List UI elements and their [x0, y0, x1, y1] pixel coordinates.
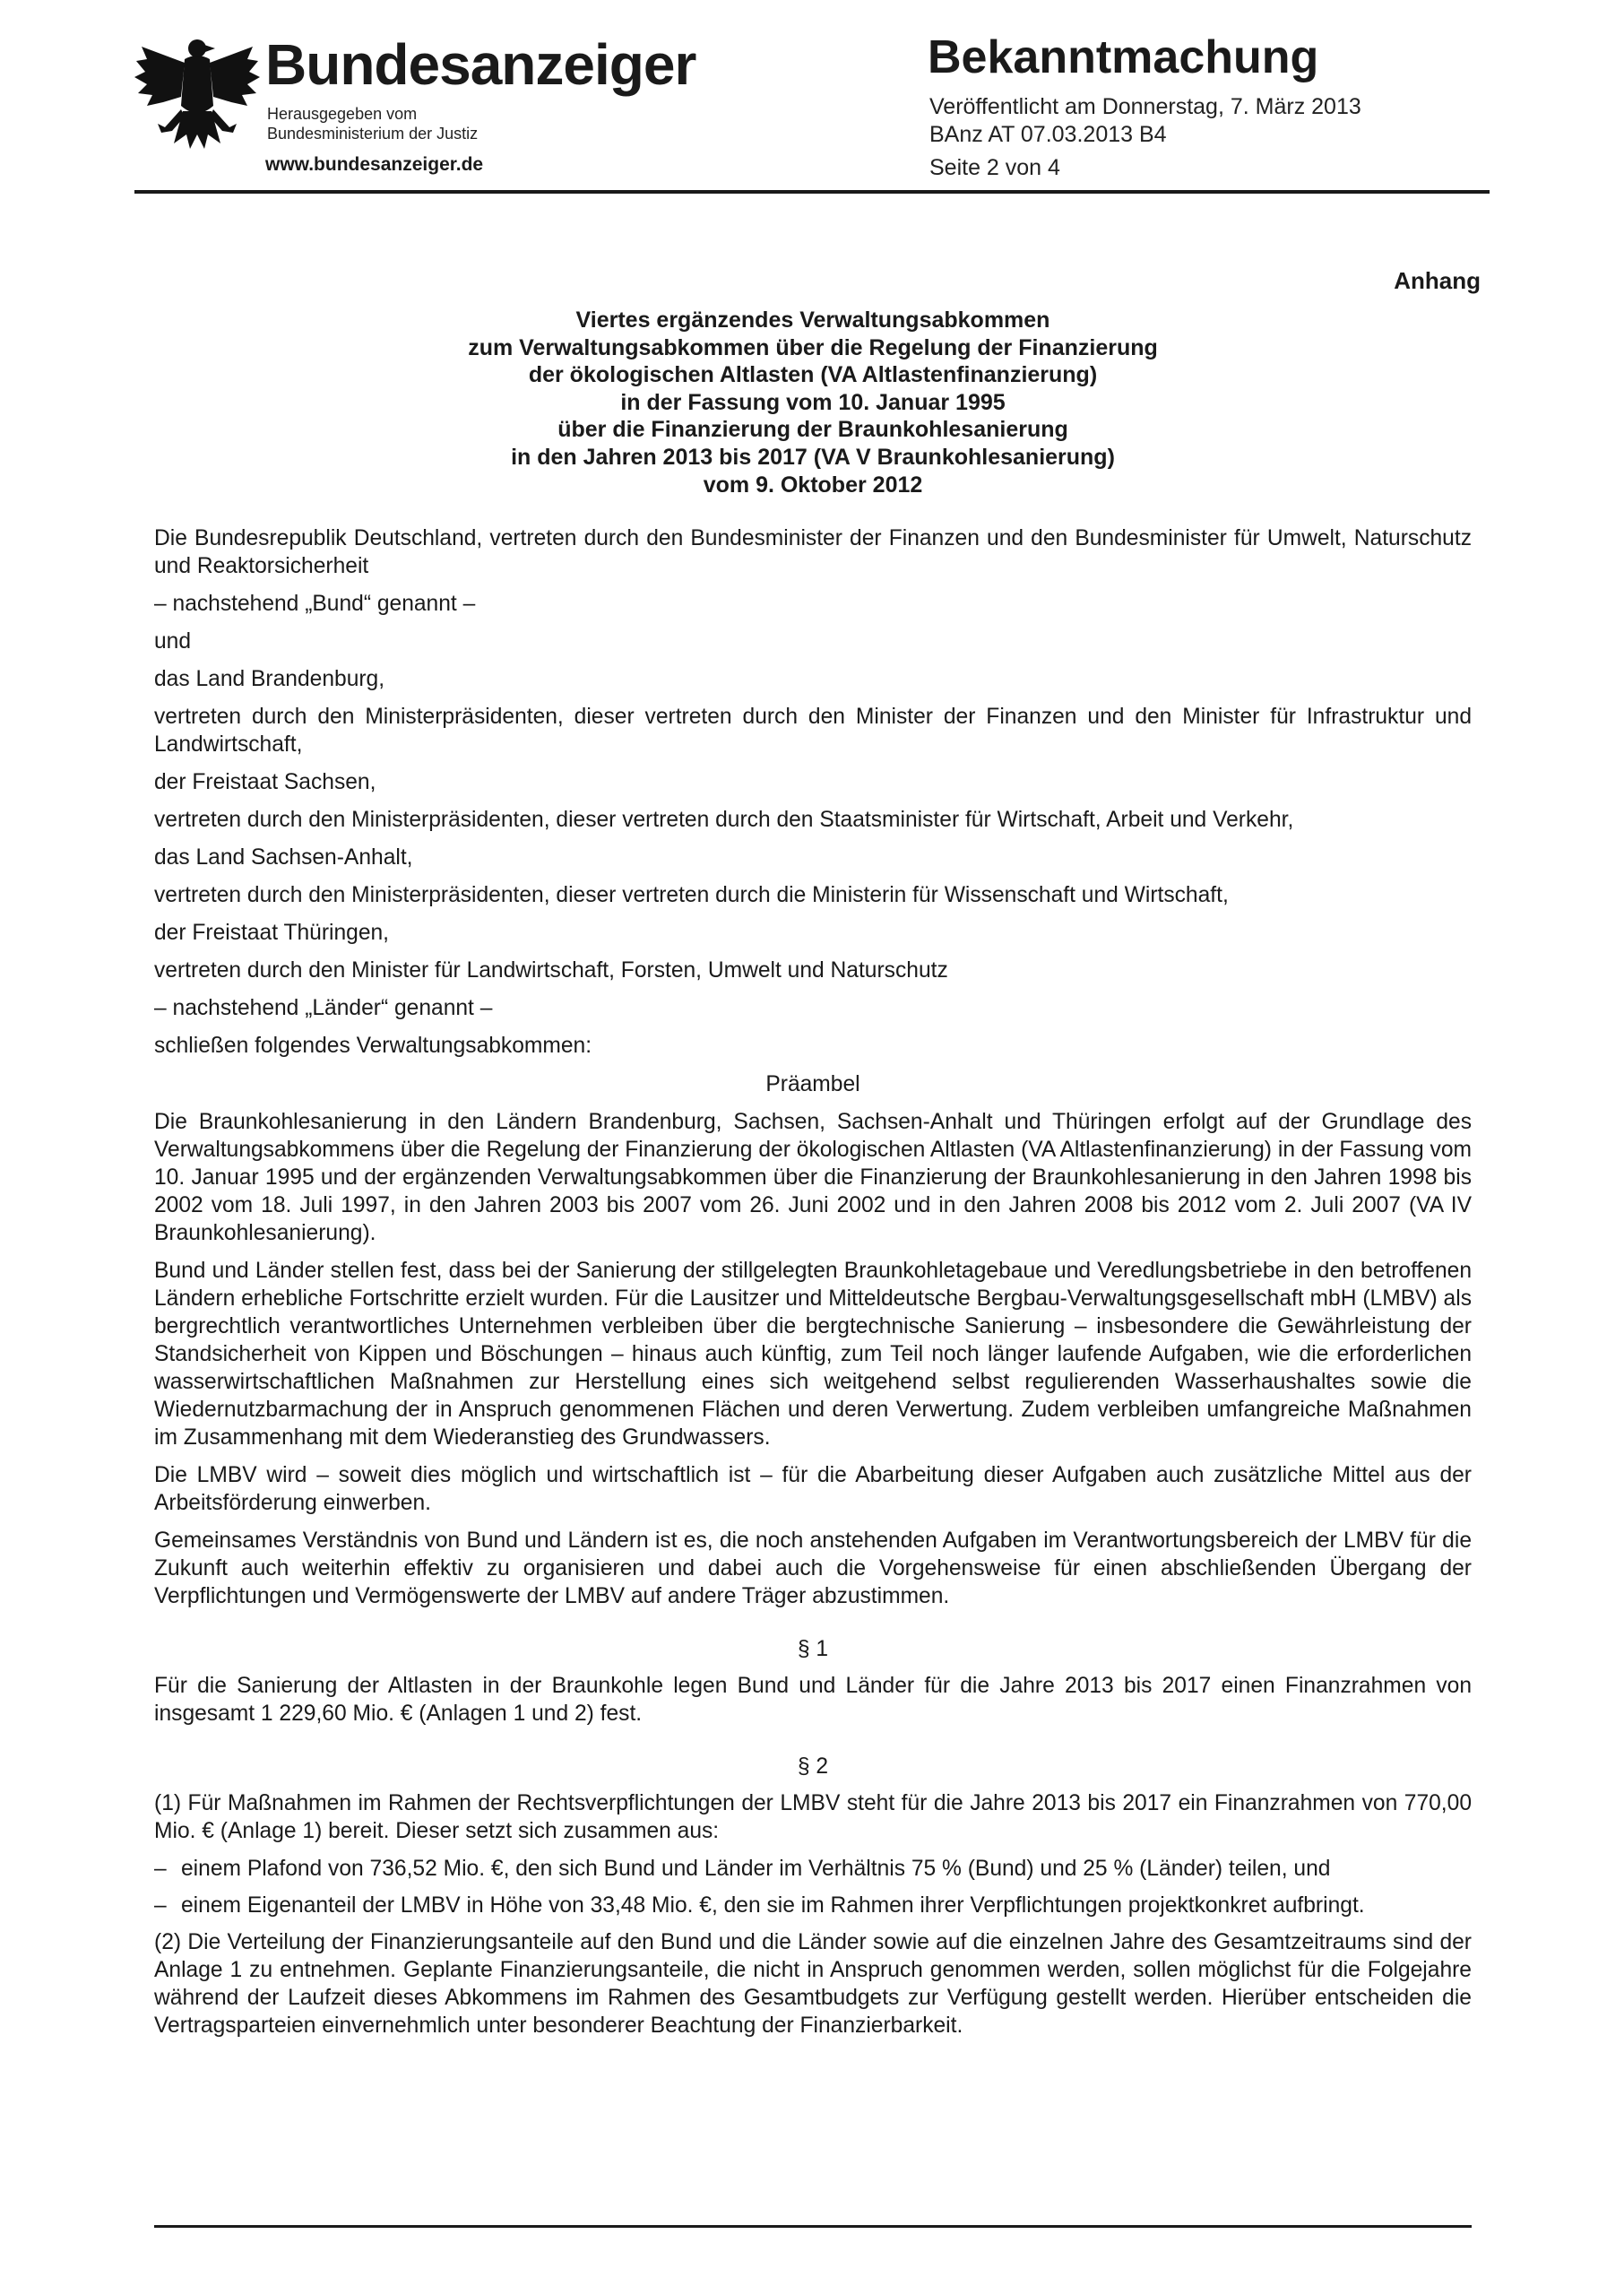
- preamble-heading: Präambel: [765, 1072, 860, 1096]
- party-text: vertreten durch den Minister für Landwirtschaft, Forsten, Umwelt und Naturschutz: [154, 958, 948, 983]
- appendix-label: Anhang: [1394, 267, 1481, 294]
- party-text: vertreten durch den Ministerpräsidenten, dieser vertreten durch die Ministerin für Wissenschaft und Wirtschaft,: [154, 883, 1229, 907]
- section-1-heading: § 1: [797, 1637, 829, 1661]
- title-line: der ökologischen Altlasten (VA Altlastenfinanzierung): [528, 362, 1098, 388]
- reference-number: BAnz AT 07.03.2013 B4: [929, 122, 1167, 147]
- preamble-paragraph: Die LMBV wird – soweit dies möglich und wirtschaftlich ist – für die Abarbeitung dieser Aufgaben auch zusätzliche Mittel aus der Arbeitsförderung einwerben.: [154, 1463, 1472, 1515]
- title-line: in den Jahren 2013 bis 2017 (VA V Braunkohlesanierung): [511, 444, 1115, 470]
- party-text: schließen folgendes Verwaltungsabkommen:: [154, 1034, 592, 1058]
- brand-title: Bundesanzeiger: [265, 32, 696, 97]
- preamble-paragraph: Gemeinsames Verständnis von Bund und Ländern ist es, die noch anstehenden Aufgaben im Verantwortungsbereich der LMBV für die Zukunft auch weiterhin effektiv zu organisieren und dabei auch die Vorgehensweise für einen abschließenden Übergang der Verpflichtungen und Vermögenswerte der LMBV auf andere Träger abzustimmen.: [154, 1529, 1472, 1608]
- list-item-text: einem Plafond von 736,52 Mio. €, den sich Bund und Länder im Verhältnis 75 % (Bund) und 25 % (Länder) teilen, und: [181, 1857, 1331, 1881]
- party-text: vertreten durch den Ministerpräsidenten, dieser vertreten durch den Staatsminister für Wirtschaft, Arbeit und Verkehr,: [154, 808, 1294, 832]
- announcement-meta: [929, 93, 1361, 149]
- brand-url[interactable]: www.bundesanzeiger.de: [265, 154, 484, 175]
- party-text: der Freistaat Thüringen,: [154, 921, 390, 945]
- announcement-title: Bekanntmachung: [928, 31, 1319, 83]
- preamble-paragraph: Bund und Länder stellen fest, dass bei der Sanierung der stillgelegten Braunkohletagebaue und Veredlungsbetriebe in den betroffenen Ländern erhebliche Fortschritte erzielt wurden. Für die Lausitzer und Mitteldeutsche Bergbau-Verwaltungsgesellschaft mbH (LMBV) als bergrechtlich verantwortliches Unternehmen verbleiben über die bergtechnische Sanierung – insbesondere die Gewährleistung der Standsicherheit von Kippen und Böschungen – hinaus auch künftig, zum Teil noch länger laufende Aufgaben, wie die erforderlichen wasserwirtschaftlichen Maßnahmen zur Herstellung eines sich weitgehend selbst regulierenden Wasserhaushaltes sowie die Wiedernutzbarmachung der in Anspruch genommenen Flächen und deren Verwertung. Zudem verbleiben umfangreiche Maßnahmen im Zusammenhang mit dem Wiederanstieg des Grundwassers.: [154, 1259, 1472, 1450]
- brand-subtitle: [267, 104, 478, 143]
- brand-subtitle-line-1: Herausgegeben vom: [267, 105, 418, 123]
- document-body: [154, 524, 1472, 2049]
- section-1-text: Für die Sanierung der Altlasten in der Braunkohle legen Bund und Länder für die Jahre 2013 bis 2017 einen Finanzrahmen von insgesamt 1 229,60 Mio. € (Anlagen 1 und 2) fest.: [154, 1674, 1472, 1726]
- footer-divider: [154, 2225, 1472, 2228]
- publication-date: Veröffentlicht am Donnerstag, 7. März 2013: [929, 94, 1361, 119]
- section-2-heading: § 2: [797, 1754, 829, 1779]
- list-item: [154, 1892, 1472, 1919]
- brand-subtitle-line-2: Bundesministerium der Justiz: [267, 125, 479, 143]
- title-line: vom 9. Oktober 2012: [703, 472, 923, 498]
- federal-eagle-logo: [134, 34, 260, 164]
- title-line: zum Verwaltungsabkommen über die Regelung der Finanzierung: [468, 334, 1158, 360]
- party-text: und: [154, 629, 192, 654]
- party-text: vertreten durch den Ministerpräsidenten, dieser vertreten durch den Minister der Finanzen und den Minister für Infrastruktur und Landwirtschaft,: [154, 705, 1472, 757]
- header-divider: [134, 190, 1490, 194]
- section-2-paragraph-1: (1) Für Maßnahmen im Rahmen der Rechtsverpflichtungen der LMBV steht für die Jahre 2013 bis 2017 ein Finanzrahmen von 770,00 Mio. € (Anlage 1) bereit. Dieser setzt sich zusammen aus:: [154, 1791, 1472, 1843]
- document-title: [154, 307, 1472, 498]
- party-text: – nachstehend „Länder“ genannt –: [154, 996, 493, 1020]
- title-line: in der Fassung vom 10. Januar 1995: [620, 389, 1006, 415]
- section-2-paragraph-2: (2) Die Verteilung der Finanzierungsanteile auf den Bund und die Länder sowie auf die einzelnen Jahre des Gesamtzeitraums sind der Anlage 1 zu entnehmen. Geplante Finanzierungsanteile, die nicht in Anspruch genommen werden, sollen möglichst für die Folgejahre während der Laufzeit dieses Abkommens im Rahmen des Gesamtbudgets zur Verfügung gestellt werden. Hierüber entscheiden die Vertragsparteien einvernehmlich unter besonderer Beachtung der Finanzierbarkeit.: [154, 1930, 1472, 2038]
- list-item: [154, 1855, 1472, 1883]
- party-text: das Land Sachsen-Anhalt,: [154, 845, 413, 870]
- page-indicator: Seite 2 von 4: [929, 155, 1060, 180]
- party-text: das Land Brandenburg,: [154, 667, 385, 691]
- dash-marker: –: [154, 1893, 167, 1918]
- party-text: – nachstehend „Bund“ genannt –: [154, 592, 476, 616]
- preamble-paragraph: Die Braunkohlesanierung in den Ländern Brandenburg, Sachsen, Sachsen-Anhalt und Thüringen erfolgt auf der Grundlage des Verwaltungsabkommens über die Regelung der Finanzierung der ökologischen Altlasten (VA Altlastenfinanzierung) in der Fassung vom 10. Januar 1995 und der ergänzenden Verwaltungsabkommen über die Finanzierung der Braunkohlesanierung in den Jahren 1998 bis 2002 vom 18. Juli 1997, in den Jahren 2003 bis 2007 vom 26. Juni 2002 und in den Jahren 2008 bis 2012 vom 2. Juli 2007 (VA IV Braunkohlesanierung).: [154, 1110, 1472, 1245]
- party-text: der Freistaat Sachsen,: [154, 770, 376, 794]
- title-line: Viertes ergänzendes Verwaltungsabkommen: [575, 307, 1050, 333]
- title-line: über die Finanzierung der Braunkohlesanierung: [557, 417, 1068, 443]
- party-text: Die Bundesrepublik Deutschland, vertreten durch den Bundesminister der Finanzen und den Bundesminister für Umwelt, Naturschutz und Reaktorsicherheit: [154, 526, 1472, 578]
- dash-marker: –: [154, 1857, 167, 1881]
- list-item-text: einem Eigenanteil der LMBV in Höhe von 33,48 Mio. €, den sie im Rahmen ihrer Verpflichtungen projektkonkret aufbringt.: [181, 1893, 1365, 1918]
